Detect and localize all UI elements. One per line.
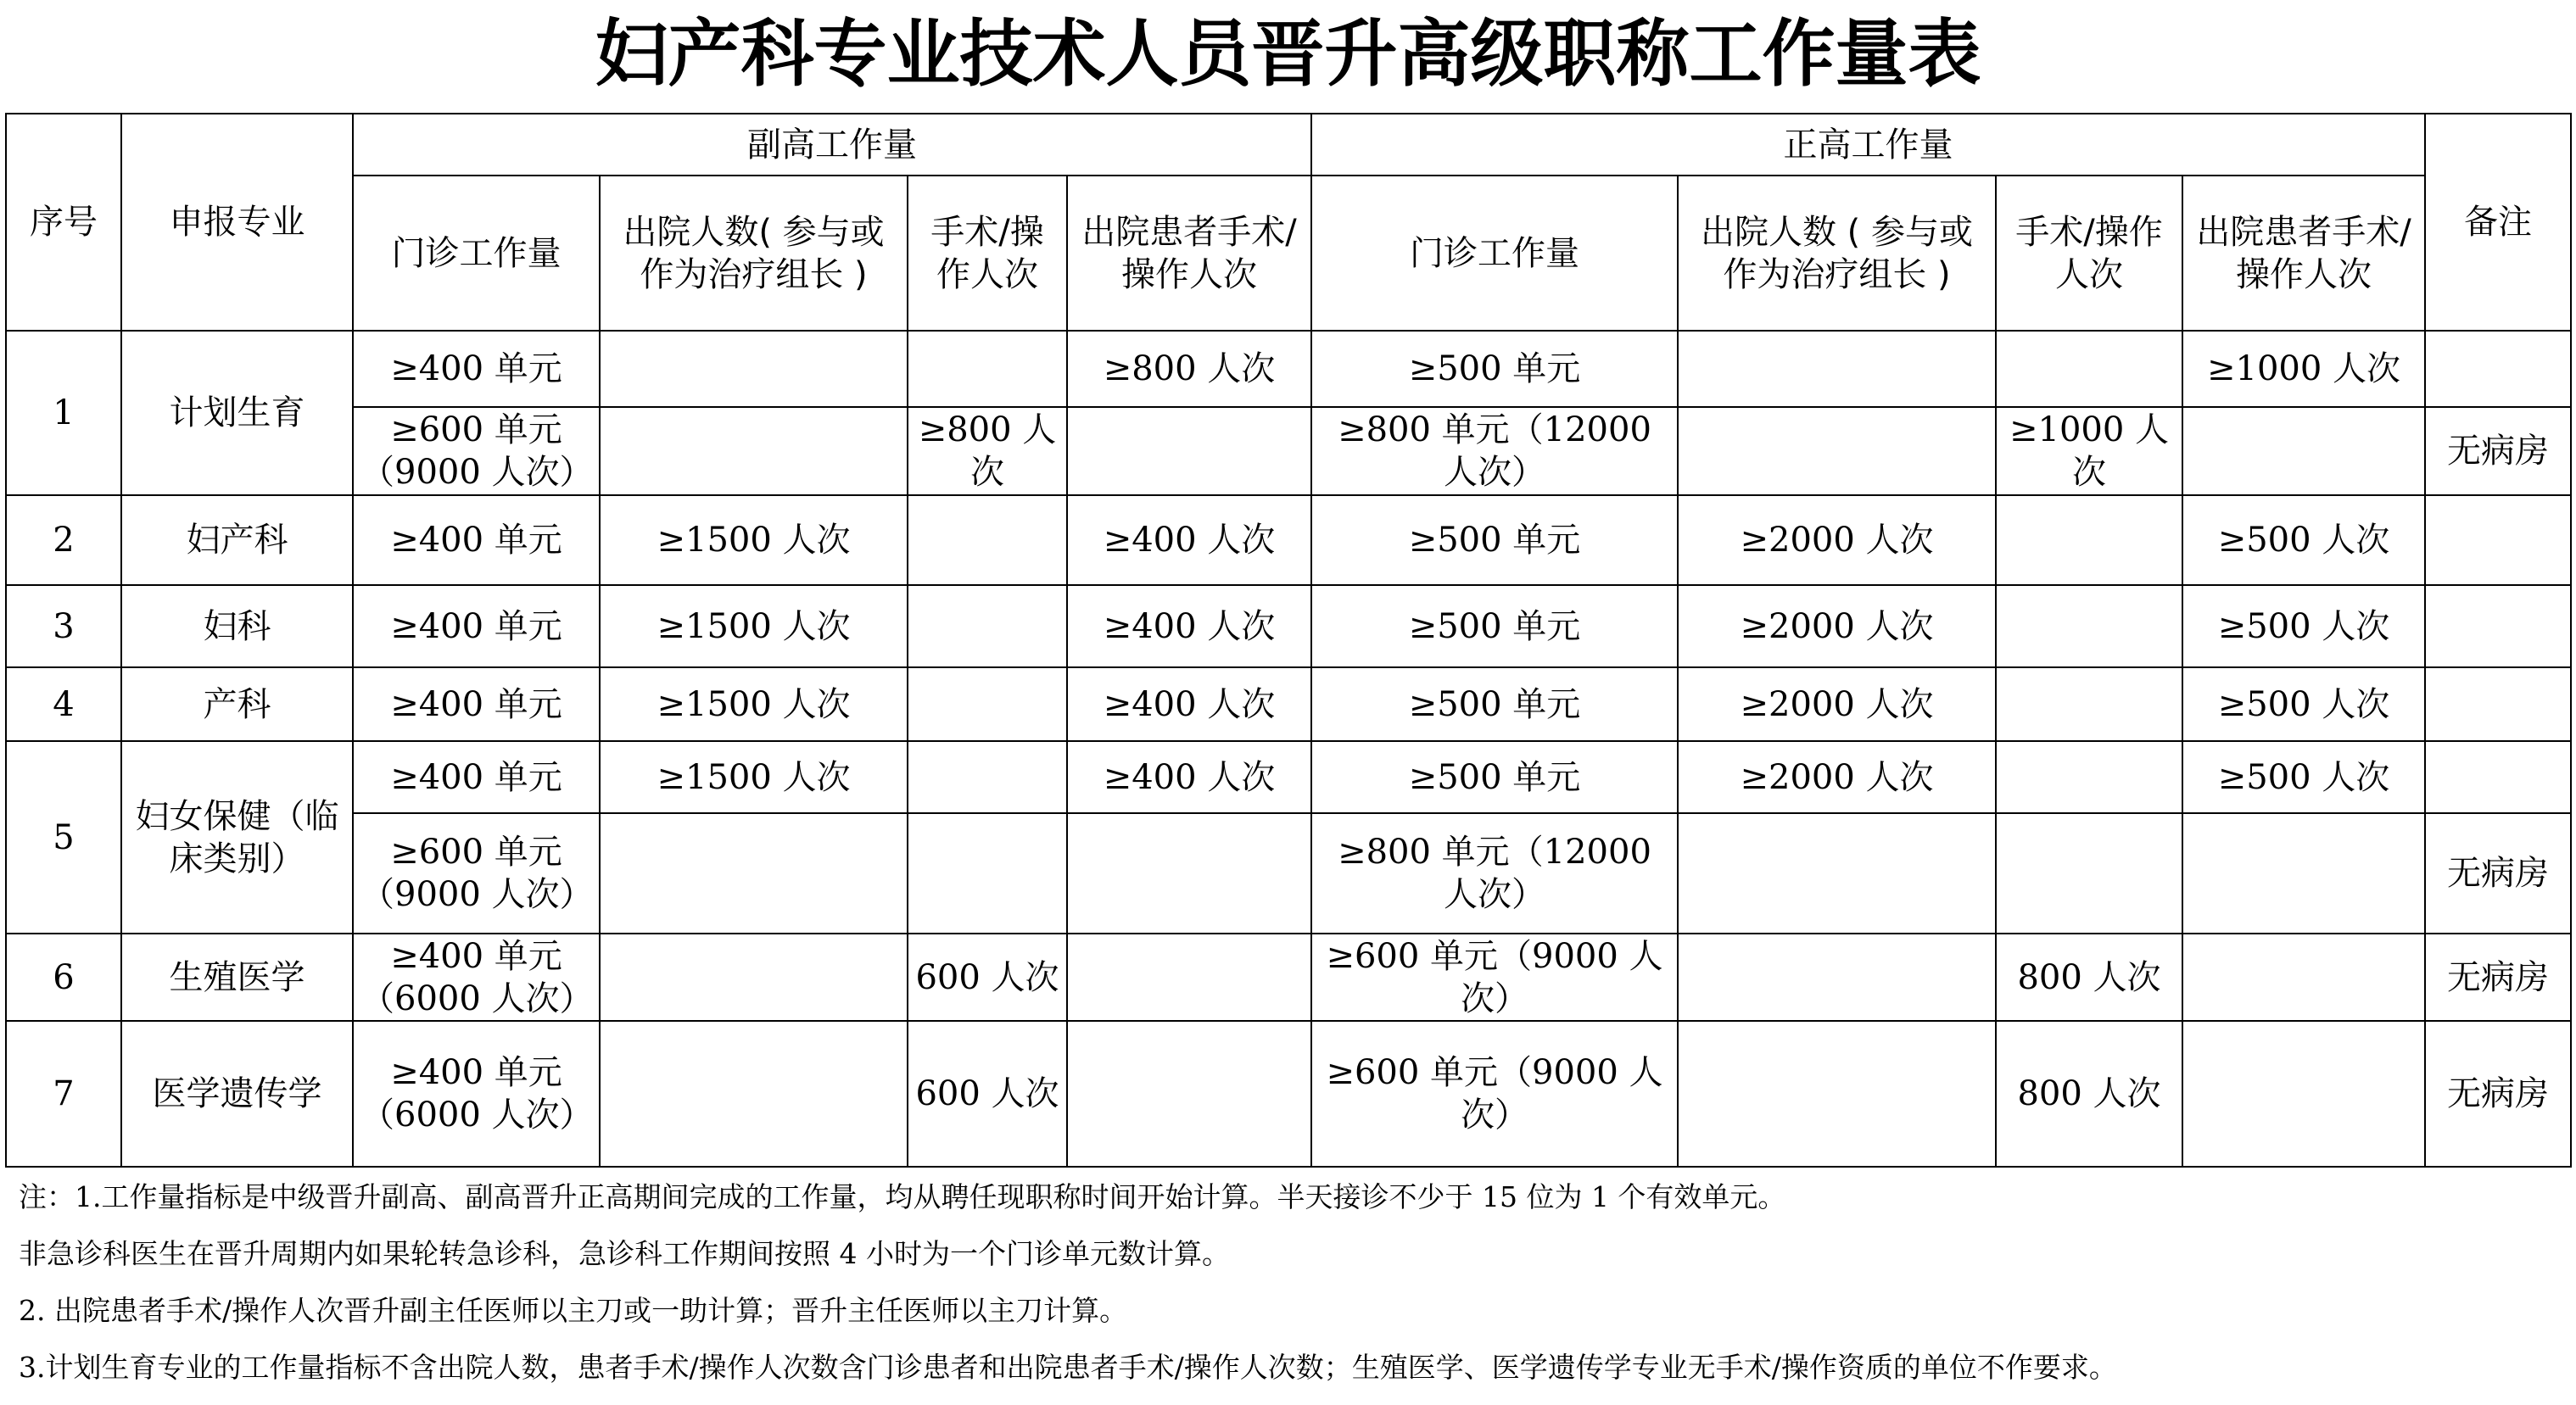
cell-fugao-discharge-surgery: ≥400 人次 <box>1067 667 1311 741</box>
cell-zhenggao-outpatient: ≥800 单元（12000 人次） <box>1311 407 1678 495</box>
cell-zhenggao-surgery: 800 人次 <box>1996 1021 2182 1167</box>
cell-fugao-surgery: 600 人次 <box>908 1021 1067 1167</box>
cell-zhenggao-surgery <box>1996 495 2182 585</box>
cell-fugao-discharge-surgery <box>1067 1021 1311 1167</box>
cell-zhenggao-discharge: ≥2000 人次 <box>1678 585 1996 667</box>
cell-remark <box>2425 741 2571 813</box>
cell-fugao-outpatient: ≥600 单元（9000 人次） <box>353 407 600 495</box>
cell-fugao-surgery <box>908 813 1067 934</box>
cell-zhenggao-discharge <box>1678 1021 1996 1167</box>
table-row <box>6 585 2571 667</box>
cell-zhenggao-surgery <box>1996 585 2182 667</box>
cell-fugao-outpatient: ≥600 单元（9000 人次） <box>353 813 600 934</box>
cell-specialty: 妇女保健（临床类别） <box>121 741 353 934</box>
cell-zhenggao-surgery: ≥1000 人次 <box>1996 407 2182 495</box>
cell-fugao-surgery: 600 人次 <box>908 934 1067 1021</box>
cell-seq: 1 <box>6 331 121 495</box>
cell-fugao-outpatient: ≥400 单元 <box>353 495 600 585</box>
cell-zhenggao-surgery <box>1996 813 2182 934</box>
workload-table <box>5 113 2572 1168</box>
notes-section <box>19 1168 2563 1396</box>
cell-fugao-outpatient: ≥400 单元 <box>353 741 600 813</box>
cell-seq: 3 <box>6 585 121 667</box>
cell-zhenggao-discharge <box>1678 813 1996 934</box>
cell-zhenggao-discharge-surgery: ≥500 人次 <box>2182 741 2425 813</box>
cell-fugao-discharge-surgery: ≥400 人次 <box>1067 495 1311 585</box>
cell-fugao-outpatient: ≥400 单元 <box>353 331 600 407</box>
header-fugao-discharge: 出院人数( 参与或作为治疗组长 ) <box>600 176 908 331</box>
cell-fugao-discharge-surgery <box>1067 407 1311 495</box>
page-title: 妇产科专业技术人员晋升高级职称工作量表 <box>595 12 1981 97</box>
header-zhenggao: 正高工作量 <box>1311 114 2425 176</box>
cell-zhenggao-discharge <box>1678 934 1996 1021</box>
note-line: 2. 出院患者手术/操作人次晋升副主任医师以主刀或一助计算；晋升主任医师以主刀计算。 <box>19 1294 1128 1327</box>
cell-zhenggao-discharge-surgery: ≥1000 人次 <box>2182 331 2425 407</box>
cell-zhenggao-outpatient: ≥500 单元 <box>1311 495 1678 585</box>
header-zhenggao-surgery: 手术/操作人次 <box>1996 176 2182 331</box>
cell-remark <box>2425 331 2571 407</box>
cell-fugao-surgery <box>908 495 1067 585</box>
cell-zhenggao-surgery: 800 人次 <box>1996 934 2182 1021</box>
cell-fugao-outpatient: ≥400 单元 <box>353 585 600 667</box>
cell-zhenggao-discharge: ≥2000 人次 <box>1678 741 1996 813</box>
note-line: 3.计划生育专业的工作量指标不含出院人数，患者手术/操作人次数含门诊患者和出院患者手术/操作人次数；生殖医学、医学遗传学专业无手术/操作资质的单位不作要求。 <box>19 1351 2117 1384</box>
table-row <box>6 495 2571 585</box>
cell-specialty: 妇产科 <box>121 495 353 585</box>
cell-fugao-discharge-surgery: ≥400 人次 <box>1067 585 1311 667</box>
cell-seq: 4 <box>6 667 121 741</box>
table-row <box>6 331 2571 407</box>
cell-zhenggao-surgery <box>1996 331 2182 407</box>
cell-zhenggao-discharge-surgery <box>2182 813 2425 934</box>
cell-zhenggao-outpatient: ≥500 单元 <box>1311 585 1678 667</box>
cell-fugao-discharge: ≥1500 人次 <box>600 495 908 585</box>
table-row <box>6 813 2571 934</box>
cell-zhenggao-discharge: ≥2000 人次 <box>1678 667 1996 741</box>
cell-fugao-discharge <box>600 934 908 1021</box>
cell-zhenggao-discharge-surgery <box>2182 1021 2425 1167</box>
cell-remark <box>2425 667 2571 741</box>
cell-seq: 5 <box>6 741 121 934</box>
cell-fugao-discharge-surgery <box>1067 813 1311 934</box>
cell-fugao-outpatient: ≥400 单元（6000 人次） <box>353 934 600 1021</box>
cell-seq: 7 <box>6 1021 121 1167</box>
table-row <box>6 667 2571 741</box>
cell-seq: 2 <box>6 495 121 585</box>
header-fugao-surgery: 手术/操作人次 <box>908 176 1067 331</box>
header-zhenggao-discharge-surgery: 出院患者手术/操作人次 <box>2182 176 2425 331</box>
cell-fugao-discharge: ≥1500 人次 <box>600 741 908 813</box>
cell-fugao-surgery <box>908 585 1067 667</box>
cell-fugao-discharge-surgery: ≥400 人次 <box>1067 741 1311 813</box>
cell-remark: 无病房 <box>2425 407 2571 495</box>
cell-zhenggao-surgery <box>1996 741 2182 813</box>
cell-seq: 6 <box>6 934 121 1021</box>
cell-fugao-discharge-surgery: ≥800 人次 <box>1067 331 1311 407</box>
table-row <box>6 934 2571 1021</box>
cell-fugao-outpatient: ≥400 单元 <box>353 667 600 741</box>
cell-zhenggao-outpatient: ≥600 单元（9000 人次） <box>1311 1021 1678 1167</box>
cell-fugao-discharge <box>600 407 908 495</box>
cell-fugao-discharge <box>600 1021 908 1167</box>
cell-fugao-surgery: ≥800 人次 <box>908 407 1067 495</box>
cell-zhenggao-discharge-surgery: ≥500 人次 <box>2182 585 2425 667</box>
cell-zhenggao-discharge <box>1678 331 1996 407</box>
cell-zhenggao-discharge-surgery: ≥500 人次 <box>2182 495 2425 585</box>
header-zhenggao-discharge: 出院人数 ( 参与或作为治疗组长 ) <box>1678 176 1996 331</box>
cell-fugao-discharge: ≥1500 人次 <box>600 585 908 667</box>
cell-specialty: 妇科 <box>121 585 353 667</box>
cell-specialty: 产科 <box>121 667 353 741</box>
cell-fugao-discharge: ≥1500 人次 <box>600 667 908 741</box>
cell-fugao-surgery <box>908 667 1067 741</box>
header-remark: 备注 <box>2425 114 2571 331</box>
table-row <box>6 741 2571 813</box>
header-fugao-outpatient: 门诊工作量 <box>353 176 600 331</box>
note-line: 非急诊科医生在晋升周期内如果轮转急诊科，急诊科工作期间按照 4 小时为一个门诊单元数计算。 <box>19 1237 1230 1270</box>
cell-remark <box>2425 495 2571 585</box>
table-row <box>6 407 2571 495</box>
cell-zhenggao-discharge: ≥2000 人次 <box>1678 495 1996 585</box>
cell-zhenggao-discharge-surgery <box>2182 407 2425 495</box>
header-fugao-discharge-surgery: 出院患者手术/操作人次 <box>1067 176 1311 331</box>
header-seq: 序号 <box>6 114 121 331</box>
cell-zhenggao-discharge <box>1678 407 1996 495</box>
header-specialty: 申报专业 <box>121 114 353 331</box>
cell-remark: 无病房 <box>2425 934 2571 1021</box>
cell-zhenggao-discharge-surgery: ≥500 人次 <box>2182 667 2425 741</box>
cell-specialty: 医学遗传学 <box>121 1021 353 1167</box>
cell-zhenggao-surgery <box>1996 667 2182 741</box>
cell-fugao-surgery <box>908 741 1067 813</box>
cell-zhenggao-outpatient: ≥600 单元（9000 人次） <box>1311 934 1678 1021</box>
cell-fugao-discharge-surgery <box>1067 934 1311 1021</box>
cell-remark: 无病房 <box>2425 1021 2571 1167</box>
cell-fugao-surgery <box>908 331 1067 407</box>
cell-remark <box>2425 585 2571 667</box>
cell-zhenggao-outpatient: ≥800 单元（12000 人次） <box>1311 813 1678 934</box>
cell-fugao-outpatient: ≥400 单元（6000 人次） <box>353 1021 600 1167</box>
table-row <box>6 1021 2571 1167</box>
cell-specialty: 生殖医学 <box>121 934 353 1021</box>
cell-specialty: 计划生育 <box>121 331 353 495</box>
cell-zhenggao-outpatient: ≥500 单元 <box>1311 741 1678 813</box>
note-line: 注：1.工作量指标是中级晋升副高、副高晋升正高期间完成的工作量，均从聘任现职称时间开始计算。半天接诊不少于 15 位为 1 个有效单元。 <box>19 1180 1786 1213</box>
cell-fugao-discharge <box>600 331 908 407</box>
header-zhenggao-outpatient: 门诊工作量 <box>1311 176 1678 331</box>
cell-zhenggao-outpatient: ≥500 单元 <box>1311 667 1678 741</box>
cell-zhenggao-outpatient: ≥500 单元 <box>1311 331 1678 407</box>
cell-fugao-discharge <box>600 813 908 934</box>
cell-zhenggao-discharge-surgery <box>2182 934 2425 1021</box>
cell-remark: 无病房 <box>2425 813 2571 934</box>
header-fugao: 副高工作量 <box>353 114 1311 176</box>
